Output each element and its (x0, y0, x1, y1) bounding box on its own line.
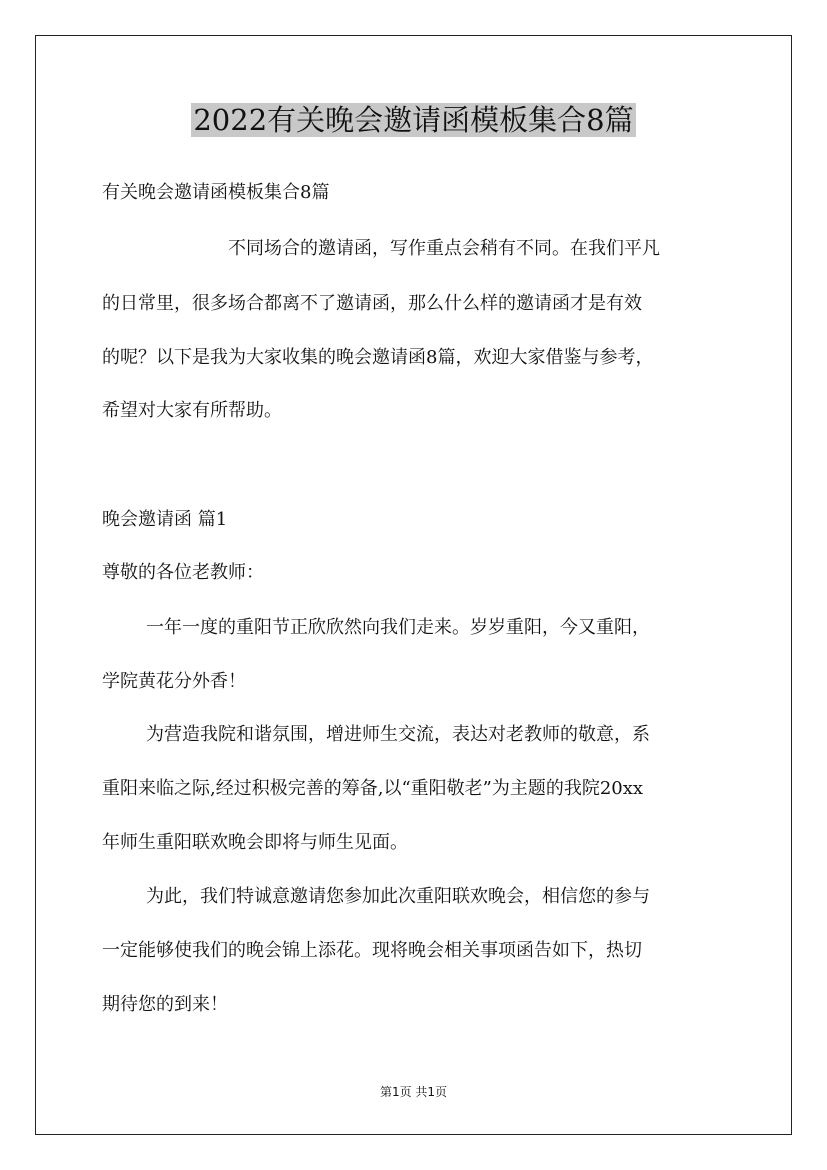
body-line-1: 一年一度的重阳节正欣欣然向我们走来。岁岁重阳，今又重阳， (146, 617, 650, 638)
intro-line-3: 的呢？以下是我为大家收集的晚会邀请函8篇，欢迎大家借鉴与参考， (102, 347, 654, 368)
body-line-2: 学院黄花分外香！ (102, 671, 246, 692)
body-line-5: 年师生重阳联欢晚会即将与师生见面。 (102, 832, 408, 853)
section-heading: 晚会邀请函 篇1 (102, 509, 228, 530)
body-line-7: 一定能够使我们的晚会锦上添花。现将晚会相关事项函告如下，热切 (102, 940, 642, 961)
body-line-3: 为营造我院和谐氛围，增进师生交流，表达对老教师的敬意，系 (146, 724, 650, 745)
body-line-8: 期待您的到来！ (102, 994, 228, 1015)
page-footer: 第1页 共1页 (379, 1085, 448, 1099)
intro-line-2: 的日常里，很多场合都离不了邀请函，那么什么样的邀请函才是有效 (102, 293, 642, 314)
body-line-4: 重阳来临之际,经过积极完善的筹备,以“重阳敬老”为主题的我院20xx (102, 778, 644, 799)
body-line-6: 为此，我们特诚意邀请您参加此次重阳联欢晚会，相信您的参与 (146, 886, 650, 907)
document-title (0, 100, 827, 140)
intro-line-1: 不同场合的邀请函，写作重点会稍有不同。在我们平凡 (228, 238, 660, 259)
document-subtitle: 有关晚会邀请函模板集合8篇 (102, 182, 330, 203)
intro-line-4: 希望对大家有所帮助。 (102, 400, 282, 421)
salutation: 尊敬的各位老教师： (102, 562, 264, 583)
document-title-text: 2022有关晚会邀请函模板集合8篇 (193, 103, 634, 137)
